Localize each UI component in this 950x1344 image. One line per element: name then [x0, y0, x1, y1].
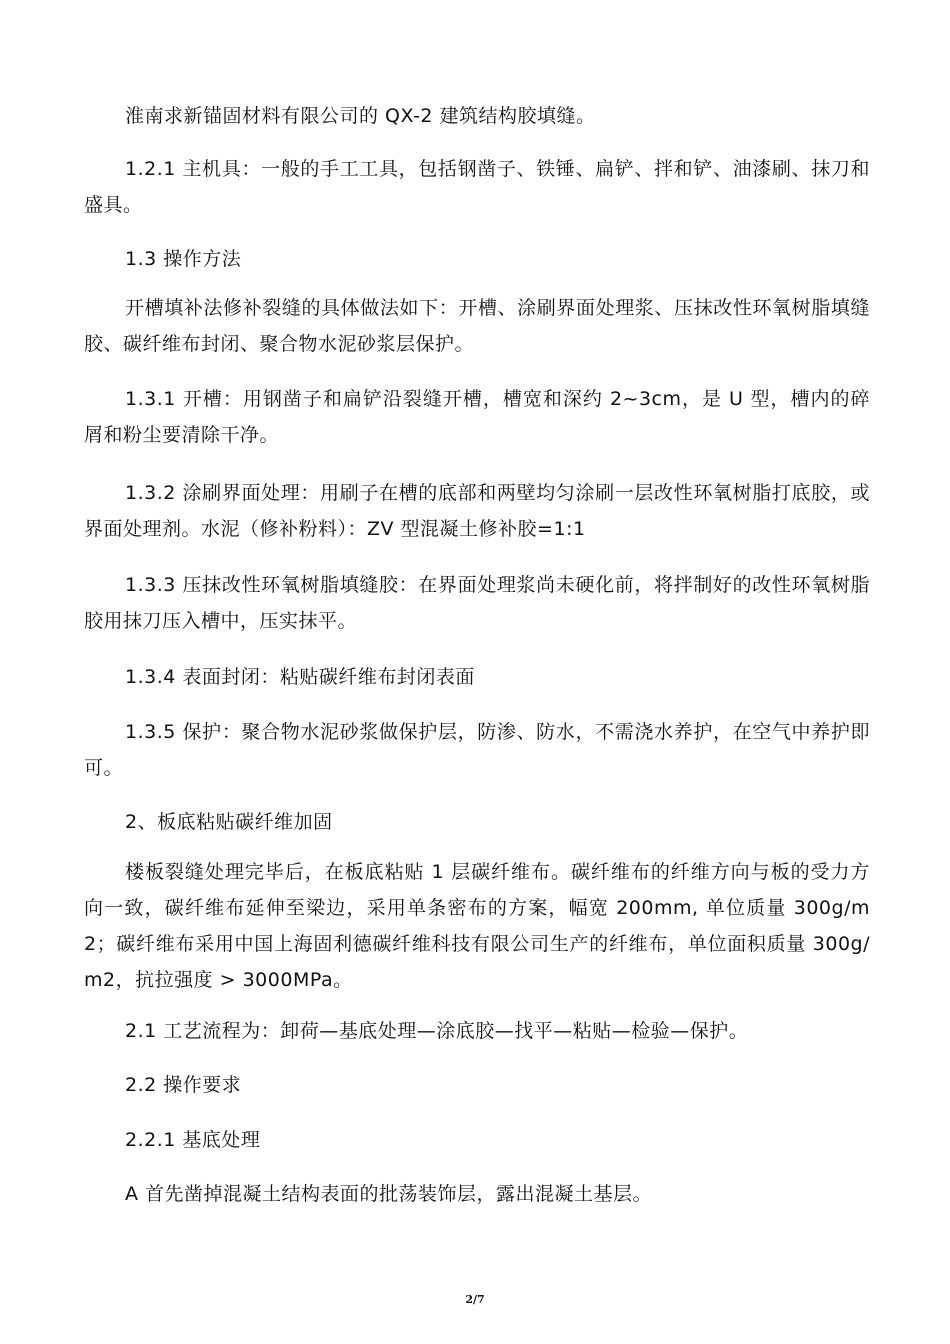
paragraph: 开槽填补法修补裂缝的具体做法如下：开槽、涂刷界面处理浆、压抹改性环氧树脂填缝胶、碳纤维布封闭、聚合物水泥砂浆层保护。 [84, 297, 870, 355]
paragraph: 1.2.1 主机具：一般的手工工具，包括钢凿子、铁锤、扁铲、拌和铲、油漆刷、抹刀和盛具。 [84, 158, 870, 216]
paragraph: 1.3.5 保护：聚合物水泥砂浆做保护层，防渗、防水，不需浇水养护，在空气中养护即可。 [84, 721, 870, 779]
paragraph: 1.3.3 压抹改性环氧树脂填缝胶：在界面处理浆尚未硬化前，将拌制好的改性环氧树脂胶用抹刀压入槽中，压实抹平。 [84, 574, 870, 632]
paragraph: 1.3.2 涂刷界面处理：用刷子在槽的底部和两壁均匀涂刷一层改性环氧树脂打底胶，或界面处理剂。水泥（修补粉料）：ZV 型混凝土修补胶=1:1 [84, 482, 870, 540]
paragraph: 淮南求新锚固材料有限公司的 QX-2 建筑结构胶填缝。 [125, 105, 596, 127]
section-heading: 1.3 操作方法 [125, 248, 242, 270]
section-heading: 2、板底粘贴碳纤维加固 [125, 811, 333, 833]
page-number: 2/7 [465, 1293, 485, 1306]
section-heading: 2.2 操作要求 [125, 1074, 242, 1096]
paragraph: A 首先凿掉混凝土结构表面的批荡装饰层，露出混凝土基层。 [125, 1183, 653, 1205]
section-heading: 2.2.1 基底处理 [125, 1129, 261, 1151]
paragraph: 1.3.1 开槽：用钢凿子和扁铲沿裂缝开槽，槽宽和深约 2~3cm，是 U 型，槽内的碎屑和粉尘要清除干净。 [84, 388, 870, 446]
paragraph: 1.3.4 表面封闭：粘贴碳纤维布封闭表面 [125, 666, 475, 688]
paragraph: 楼板裂缝处理完毕后，在板底粘贴 1 层碳纤维布。碳纤维布的纤维方向与板的受力方向一致，碳纤维布延伸至梁边，采用单条密布的方案，幅宽 200mm, 单位质量 300g/m2；碳纤维布采用中国上海固利德碳纤维科技有限公司生产的纤维布，单位面积质量 300g/m2，抗拉强度 > 3000MPa。 [84, 861, 870, 991]
paragraph: 2.1 工艺流程为：卸荷—基底处理—涂底胶—找平—粘贴—检验—保护。 [125, 1020, 749, 1042]
